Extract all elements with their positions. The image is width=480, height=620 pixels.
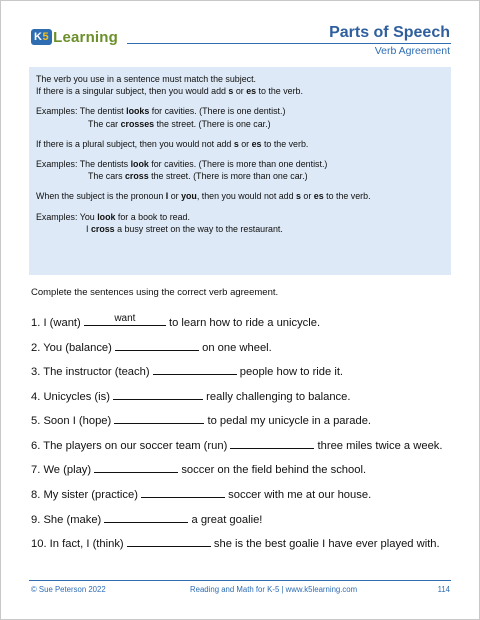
rule-line-1: The verb you use in a sentence must match the subject. (36, 74, 257, 84)
example-4: The cars cross the street. (There is more than one car.) (88, 171, 308, 182)
question-9: 9. She (make) a great goalie! (31, 510, 262, 526)
pronoun-rule: When the subject is the pronoun I or you, then you would not add s or es to the verb. (36, 191, 371, 202)
answer-blank-7[interactable] (94, 460, 178, 473)
rule-line-2: If there is a singular subject, then you would add s or es to the verb. (36, 86, 303, 97)
logo-badge (31, 29, 52, 45)
answer-blank-4[interactable] (113, 387, 203, 400)
example-5: Examples: You look for a book to read. (36, 211, 190, 222)
question-4: 4. Unicycles (is) really challenging to balance. (31, 387, 350, 403)
example-2: The car crosses the street. (There is one car.) (88, 118, 271, 129)
example-3: Examples: The dentists look for cavities. (There is more than one dentist.) (36, 159, 328, 170)
answer-text-1: want (114, 313, 136, 324)
answer-blank-8[interactable] (141, 485, 225, 498)
instructions: Complete the sentences using the correct verb agreement. (31, 287, 279, 298)
question-2: 2. You (balance) on one wheel. (31, 338, 272, 354)
question-10: 10. In fact, I (think) she is the best goalie I have ever played with. (31, 534, 440, 550)
question-1: 1. I (want) want to learn how to ride a unicycle. (31, 313, 321, 329)
rule-box (29, 67, 451, 275)
plural-rule: If there is a plural subject, then you would not add s or es to the verb. (36, 138, 309, 149)
answer-blank-1[interactable] (84, 313, 166, 326)
logo-badge-k: K (34, 31, 43, 43)
logo-word: Learning (53, 28, 119, 46)
k5-learning-logo (31, 27, 118, 47)
page-title: Parts of Speech (329, 24, 450, 41)
page-subtitle: Verb Agreement (374, 45, 450, 57)
example-6: I cross a busy street on the way to the restaurant. (86, 223, 283, 234)
example-1: Examples: The dentist looks for cavities. (There is one dentist.) (36, 106, 286, 117)
question-7: 7. We (play) soccer on the field behind the school. (31, 460, 366, 476)
question-6: 6. The players on our soccer team (run) three miles twice a week. (31, 436, 443, 452)
footer-copyright: © Sue Peterson 2022 (31, 585, 106, 594)
question-5: 5. Soon I (hope) to pedal my unicycle in a parade. (31, 411, 371, 427)
answer-blank-9[interactable] (104, 510, 188, 523)
footer-site: Reading and Math for K-5 | www.k5learning.com (190, 585, 358, 594)
header-divider (127, 43, 451, 44)
footer-divider (29, 580, 451, 581)
question-3: 3. The instructor (teach) people how to ride it. (31, 362, 343, 378)
answer-blank-6[interactable] (230, 436, 314, 449)
answer-blank-3[interactable] (153, 362, 237, 375)
footer-page-number: 114 (437, 585, 450, 594)
answer-blank-5[interactable] (114, 411, 204, 424)
logo-badge-5: 5 (42, 31, 50, 43)
question-8: 8. My sister (practice) soccer with me at our house. (31, 485, 371, 501)
answer-blank-2[interactable] (115, 338, 199, 351)
answer-blank-10[interactable] (127, 534, 211, 547)
